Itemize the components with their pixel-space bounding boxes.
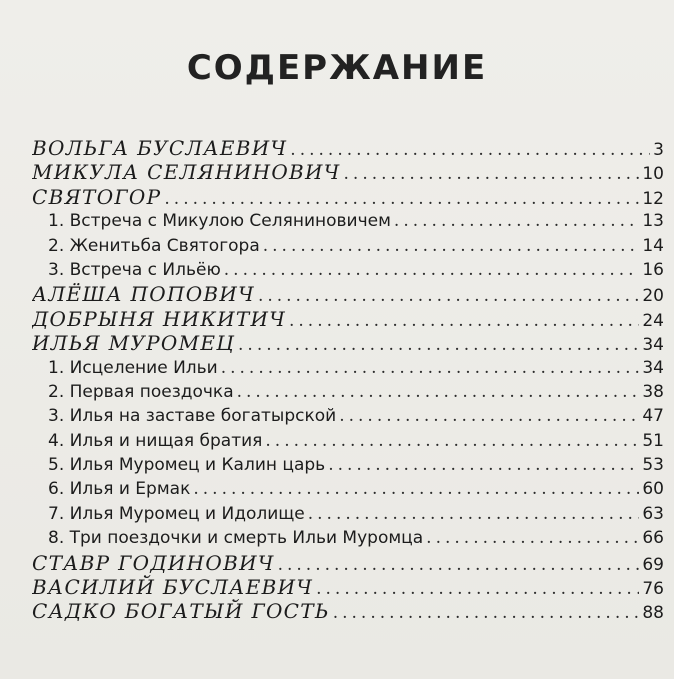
toc-entry-label: СТАВР ГОДИНОВИЧ bbox=[32, 550, 275, 575]
toc-subentry bbox=[32, 380, 664, 404]
toc-subentry bbox=[32, 404, 664, 428]
toc-page-number: 13 bbox=[642, 211, 664, 232]
toc-page-number: 20 bbox=[642, 286, 664, 307]
toc-page-number: 38 bbox=[642, 381, 664, 402]
toc-entry-label: 1. Исцеление Ильи bbox=[48, 357, 218, 378]
toc-entry-label: 3. Встреча с Ильёю bbox=[48, 259, 221, 280]
toc-page-number: 10 bbox=[642, 164, 664, 185]
dot-leader bbox=[333, 601, 640, 623]
dot-leader bbox=[263, 234, 640, 258]
dot-leader bbox=[289, 309, 639, 331]
toc-page-number: 3 bbox=[653, 140, 664, 160]
toc-entry-label: ВАСИЛИЙ БУСЛАЕВИЧ bbox=[32, 575, 314, 600]
toc-page-number: 14 bbox=[642, 235, 664, 256]
dot-leader bbox=[339, 404, 639, 428]
toc-page-number: 51 bbox=[642, 430, 664, 451]
toc-page-number: 34 bbox=[642, 335, 664, 356]
toc-subentry bbox=[32, 234, 664, 258]
toc-entry-stavr bbox=[32, 551, 664, 575]
toc-entry-alyosha bbox=[32, 282, 664, 306]
dot-leader bbox=[426, 526, 639, 550]
toc-entry-mikula bbox=[32, 160, 664, 184]
dot-leader bbox=[258, 284, 639, 306]
toc-page-number: 53 bbox=[642, 455, 664, 476]
toc-entry-label: 2. Женитьба Святогора bbox=[48, 235, 260, 256]
toc-entry-label: ИЛЬЯ МУРОМЕЦ bbox=[32, 331, 236, 356]
dot-leader bbox=[344, 162, 640, 184]
toc-page-number: 24 bbox=[642, 310, 664, 331]
toc-entry-label: АЛЁША ПОПОВИЧ bbox=[32, 282, 255, 307]
toc-page-number: 47 bbox=[642, 406, 664, 427]
dot-leader bbox=[316, 577, 639, 599]
dot-leader bbox=[394, 209, 639, 233]
toc-entry-label: 5. Илья Муромец и Калин царь bbox=[48, 455, 326, 476]
toc-page-number: 34 bbox=[642, 357, 664, 378]
toc-subentry bbox=[32, 526, 664, 550]
toc-entry-label: 8. Три поездочки и смерть Ильи Муромца bbox=[48, 528, 424, 549]
toc-entry-label: 1. Встреча с Микулою Селяниновичем bbox=[48, 211, 391, 232]
toc-entry-label: 6. Илья и Ермак bbox=[48, 479, 191, 500]
toc-entry-svyatogor bbox=[32, 185, 664, 209]
toc-page-number: 88 bbox=[642, 603, 664, 624]
dot-leader bbox=[224, 258, 640, 282]
dot-leader bbox=[308, 502, 640, 526]
toc-page-number: 66 bbox=[642, 528, 664, 549]
toc-page-number: 76 bbox=[642, 579, 664, 600]
table-of-contents bbox=[32, 136, 664, 624]
toc-entry-dobrynya bbox=[32, 307, 664, 331]
toc-entry-label: САДКО БОГАТЫЙ ГОСТЬ bbox=[32, 599, 330, 624]
toc-entry-label: МИКУЛА СЕЛЯНИНОВИЧ bbox=[32, 160, 341, 185]
toc-entry-ilya bbox=[32, 331, 664, 355]
toc-subentry bbox=[32, 356, 664, 380]
dot-leader bbox=[328, 453, 639, 477]
dot-leader bbox=[237, 380, 640, 404]
toc-subentry bbox=[32, 502, 664, 526]
toc-page-number: 16 bbox=[642, 259, 664, 280]
dot-leader bbox=[238, 333, 639, 355]
toc-entry-label: 3. Илья на заставе богатырской bbox=[48, 406, 337, 427]
toc-subentry bbox=[32, 429, 664, 453]
dot-leader bbox=[164, 187, 639, 209]
toc-entry-volga bbox=[32, 136, 664, 160]
dot-leader bbox=[265, 429, 639, 453]
page-title: СОДЕРЖАНИЕ bbox=[186, 48, 488, 88]
toc-entry-sadko bbox=[32, 599, 664, 623]
toc-subentry bbox=[32, 258, 664, 282]
toc-entry-label: 7. Илья Муромец и Идолище bbox=[48, 503, 305, 524]
toc-page-number: 60 bbox=[642, 479, 664, 500]
dot-leader bbox=[278, 553, 640, 575]
toc-subentry bbox=[32, 453, 664, 477]
dot-leader bbox=[221, 356, 640, 380]
toc-entry-vasiliy bbox=[32, 575, 664, 599]
toc-page-number: 12 bbox=[642, 188, 664, 209]
toc-entry-label: 2. Первая поездочка bbox=[48, 381, 234, 402]
toc-page-number: 69 bbox=[642, 554, 664, 575]
toc-entry-label: ДОБРЫНЯ НИКИТИЧ bbox=[32, 306, 286, 331]
dot-leader bbox=[290, 138, 650, 160]
toc-entry-label: ВОЛЬГА БУСЛАЕВИЧ bbox=[32, 136, 288, 160]
toc-entry-label: СВЯТОГОР bbox=[32, 184, 162, 209]
toc-page-number: 63 bbox=[642, 503, 664, 524]
toc-subentry bbox=[32, 209, 664, 233]
toc-entry-label: 4. Илья и нищая братия bbox=[48, 430, 263, 451]
toc-subentry bbox=[32, 477, 664, 501]
dot-leader bbox=[193, 477, 639, 501]
